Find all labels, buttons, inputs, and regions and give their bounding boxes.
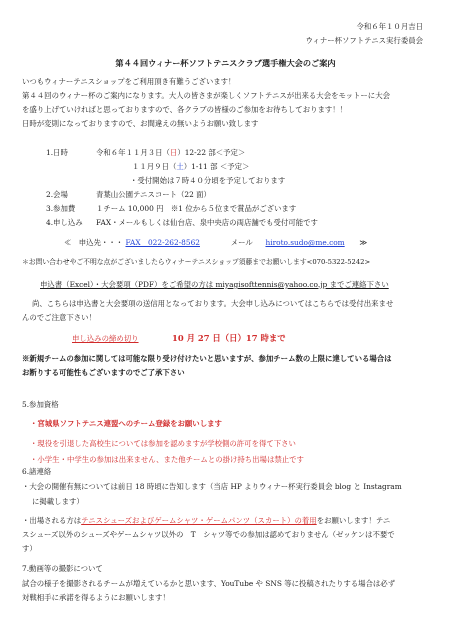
date-label: 1.日時 (46, 148, 68, 157)
attire-line: ・出場される方はテニスシューズおよびゲームシャツ・ゲームパンツ（スカート）の着用をお願いします！テニ (22, 516, 391, 525)
date-day2: １１月９日（土）1-11 部 ＜予定＞ (132, 162, 250, 171)
notice-line: んのでご注意下さい！ (22, 313, 96, 322)
page-title: 第４４回ウィナー杯ソフトテニスクラブ選手権大会のご案内 (115, 58, 336, 68)
reception-time: ・受付開始は７時４０分頃を予定しております (130, 176, 286, 185)
contact-suffix: ≫ (359, 238, 368, 247)
contact-line (64, 238, 367, 248)
intro-line: 第４４回のウィナー杯のご案内になります。大人の皆さまが楽しくソフトテニスが出来る大会をモットーに大会 (22, 91, 390, 100)
intro-line: いつもウィナーテニスショップをご利用頂き有難うございます！ (22, 77, 236, 86)
announcement-line: ・大会の開催有無については前日 18 時頃に告知します（当店 HP よりウィナー杯実行委員会 blog と Instagram (22, 482, 402, 491)
deadline-date: 10 月 27 日（日）17 時まで (172, 333, 286, 343)
rule-high-school: ・現役を引退した高校生については参加を認めますが学校側の許可を得て下さい (30, 439, 296, 448)
header-organizer: ウィナー杯ソフトテニス実行委員会 (305, 36, 423, 45)
intro-line: 日時が変則になっておりますので、お間違えの無いようお願い致します (22, 119, 259, 128)
section7-heading: 7.動画等の撮影について (22, 564, 103, 573)
intro-line: を盛り上げていければと思っておりますので、各クラブの皆様のご参加をお待ちしております！！ (22, 105, 348, 114)
announcement-line: に掲載します） (32, 497, 84, 506)
date-day1: 令和６年１１月３日（日）12-22 部＜予定＞ (96, 148, 246, 157)
rule-minors: ・小学生・中学生の参加は出来ません、また他チームとの掛け持ち出場は禁止です (30, 455, 304, 464)
section6-heading: 6.諸連絡 (22, 467, 52, 476)
contact-prefix: ≪ 申込先・・・ (64, 238, 124, 247)
apply-value: FAX・メールもしくは仙台店、泉中央店の両店舗でも受付可能です (96, 218, 318, 227)
mail-label: メール (230, 238, 253, 247)
new-team-notice: ※新規チームの参加に関しては可能な限り受け付けたいと思いますが、参加チーム数の上限に達している場合は (22, 354, 392, 363)
apply-label: 4.申し込み (46, 218, 83, 227)
fax-number[interactable]: FAX 022-262-8562 (125, 238, 200, 247)
attire-line: スシューズ以外のシューズやゲームシャツ以外の T シャツ等での参加は認めておりません（ゼッケンは不要で (22, 530, 395, 539)
fee-value: １チーム 10,000 円 ※1 位から５位まで賞品がございます (96, 204, 297, 213)
header-date: 令和６年１０月吉日 (356, 22, 423, 31)
section5-heading: 5.参加資格 (22, 400, 59, 409)
email-link[interactable]: hiroto.sudo@me.com (265, 238, 345, 247)
weekday-saturday: 土 (176, 162, 184, 171)
filming-line: 対戦相手に承諾を得るようにお願いします！ (22, 593, 170, 602)
registration-requirement: ・宮城県ソフトテニス連盟へのチーム登録をお願いします (30, 419, 222, 428)
inquiry-text: ＊お問い合わせやご不明な点がございましたらウィナーテニスショップ須藤までお願いします<070-5322-5242> (22, 258, 371, 266)
new-team-notice: お断りする可能性もございますのでご了承下さい (22, 368, 185, 377)
weekday-sunday: 日 (169, 148, 178, 157)
venue-label: 2.会場 (46, 190, 68, 199)
attire-line: す） (22, 544, 37, 553)
fee-label: 3.参加費 (46, 204, 76, 213)
notice-line: 尚、こちらは申込書と大会要項の送信用となっております。大会申し込みについてはこちらでは受付出来ませ (32, 299, 394, 308)
filming-line: 試合の様子を撮影されるチームが増えているかと思います、YouTube や SNS 等に投稿されたりする場合は必ず (22, 579, 396, 588)
attire-highlight: テニスシューズおよびゲームシャツ・ゲームパンツ（スカート）の着用 (81, 516, 317, 525)
venue-value: 青葉山公園テニスコート（22 面） (96, 190, 211, 199)
form-request-line: 申込書（Excel）・大会要項（PDF）をご希望の方は miyagisofttennis@yahoo.co.jp までご連絡下さい (40, 280, 389, 289)
deadline-label: 申し込みの締め切り (72, 334, 139, 343)
